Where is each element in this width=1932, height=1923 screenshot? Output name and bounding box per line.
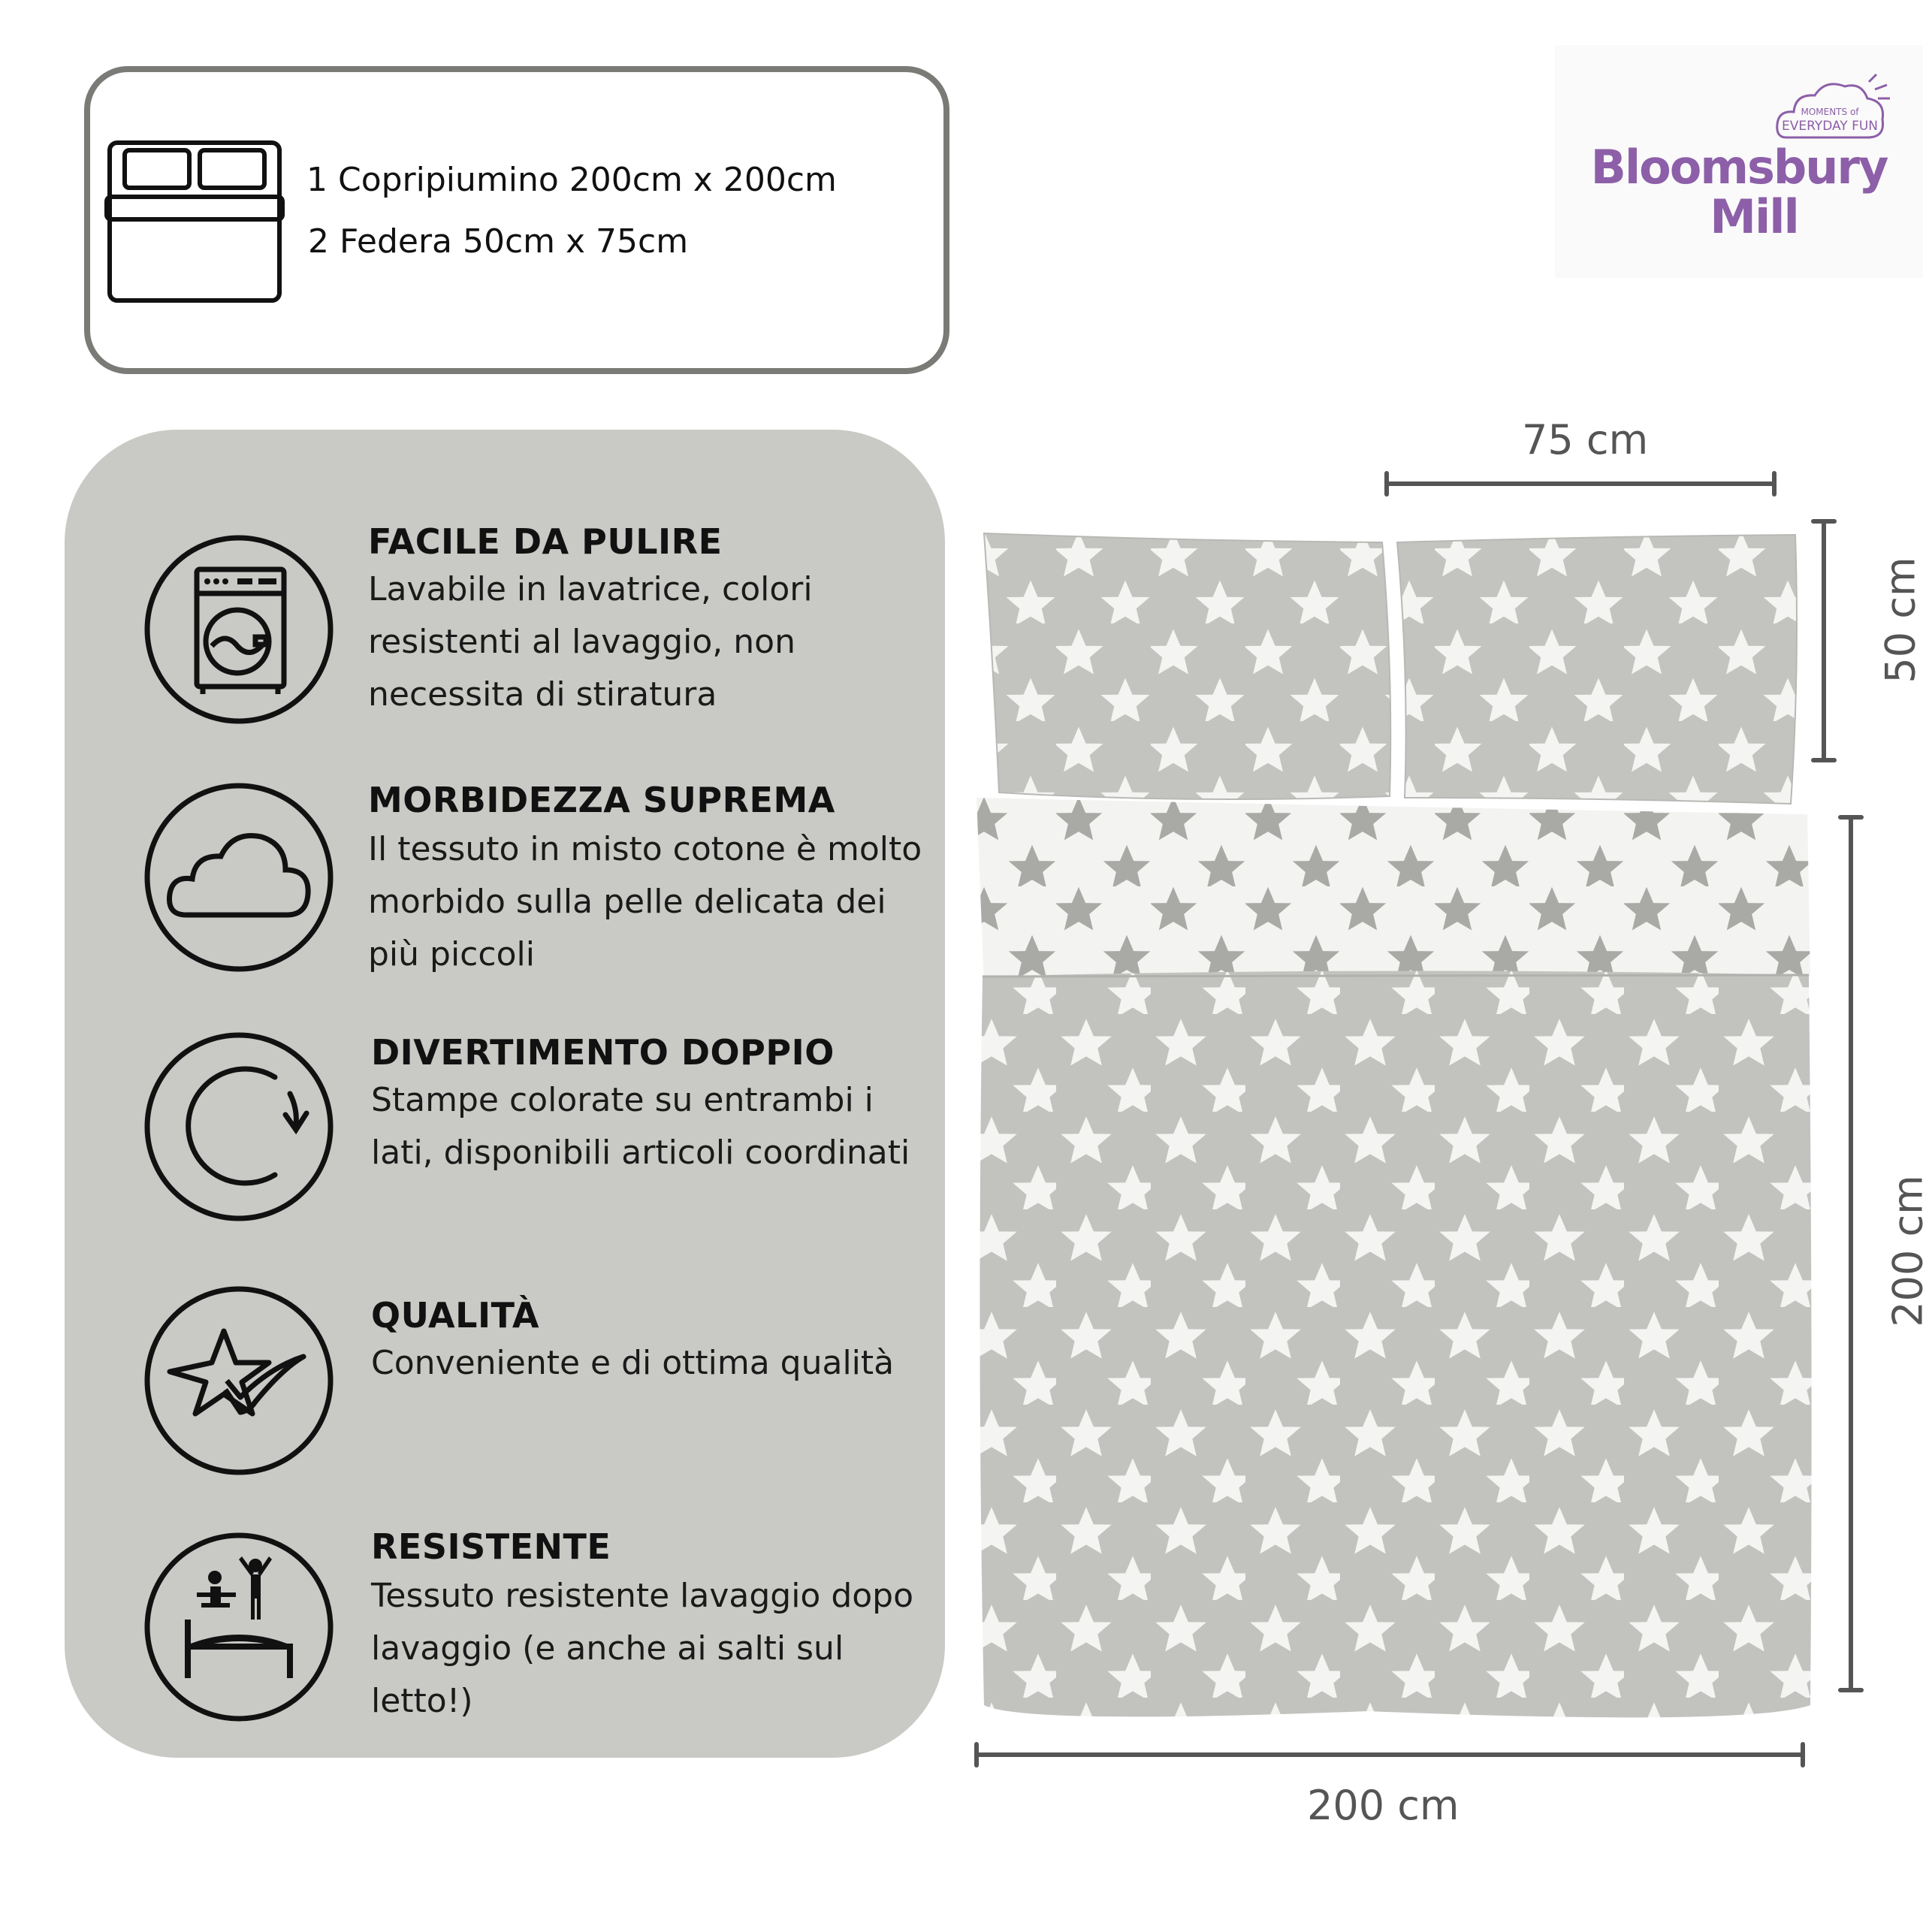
logo-wordmark — [1585, 140, 1893, 244]
feature-desc-double-fun: Stampe colorate su entrambi i lati, disponibili articoli coordinati — [371, 1081, 910, 1172]
pillow-right — [1397, 535, 1797, 804]
logo-name-line1: Bloomsbury — [1590, 140, 1888, 195]
logo-badge-line2: EVERYDAY FUN — [1781, 119, 1879, 134]
reversible-arrow-icon — [143, 1031, 335, 1223]
feature-desc-easy-clean: Lavabile in lavatrice, colori resistenti al lavaggio, non necessita di stiratura — [368, 570, 813, 714]
duvet-height-label: 200 cm — [1884, 1175, 1932, 1327]
cloud-icon — [143, 781, 335, 974]
feature-desc-softness: Il tessuto in misto cotone è molto morbido sulla pelle delicata dei più piccoli — [368, 830, 922, 974]
feature-title-resistant: RESISTENTE — [371, 1526, 611, 1567]
feature-title-easy-clean: FACILE DA PULIRE — [368, 521, 723, 562]
duvet-set-photo — [961, 526, 1825, 1728]
duvet-body — [980, 971, 1811, 1717]
feature-title-double-fun: DIVERTIMENTO DOPPIO — [371, 1032, 835, 1073]
feature-title-softness: MORBIDEZZA SUPREMA — [368, 780, 835, 820]
logo-cloud-badge — [1773, 71, 1893, 146]
jumping-on-bed-icon — [143, 1531, 335, 1723]
feature-desc-resistant: Tessuto resistente lavaggio dopo lavaggio (e anche ai salti sul letto!) — [371, 1577, 914, 1720]
feature-title-quality: QUALITÀ — [371, 1295, 539, 1336]
logo-name-line2: Mill — [1710, 189, 1798, 244]
washing-machine-icon — [143, 533, 335, 726]
logo-badge-line1: MOMENTS of — [1801, 107, 1859, 117]
duvet-width-label: 200 cm — [1307, 1782, 1460, 1829]
pillowcase-size-text: 2 Federa 50cm x 75cm — [308, 222, 689, 261]
double-bed-icon — [105, 135, 285, 308]
duvet-cover-size-text: 1 Copripiumino 200cm x 200cm — [306, 161, 837, 199]
duvet-fold — [977, 798, 1810, 984]
pillow-width-label: 75 cm — [1522, 416, 1649, 463]
pillow-height-label: 50 cm — [1876, 557, 1924, 684]
pillow-left — [984, 533, 1390, 799]
star-check-icon — [143, 1285, 335, 1477]
feature-desc-quality: Conveniente e di ottima qualità — [371, 1344, 895, 1382]
